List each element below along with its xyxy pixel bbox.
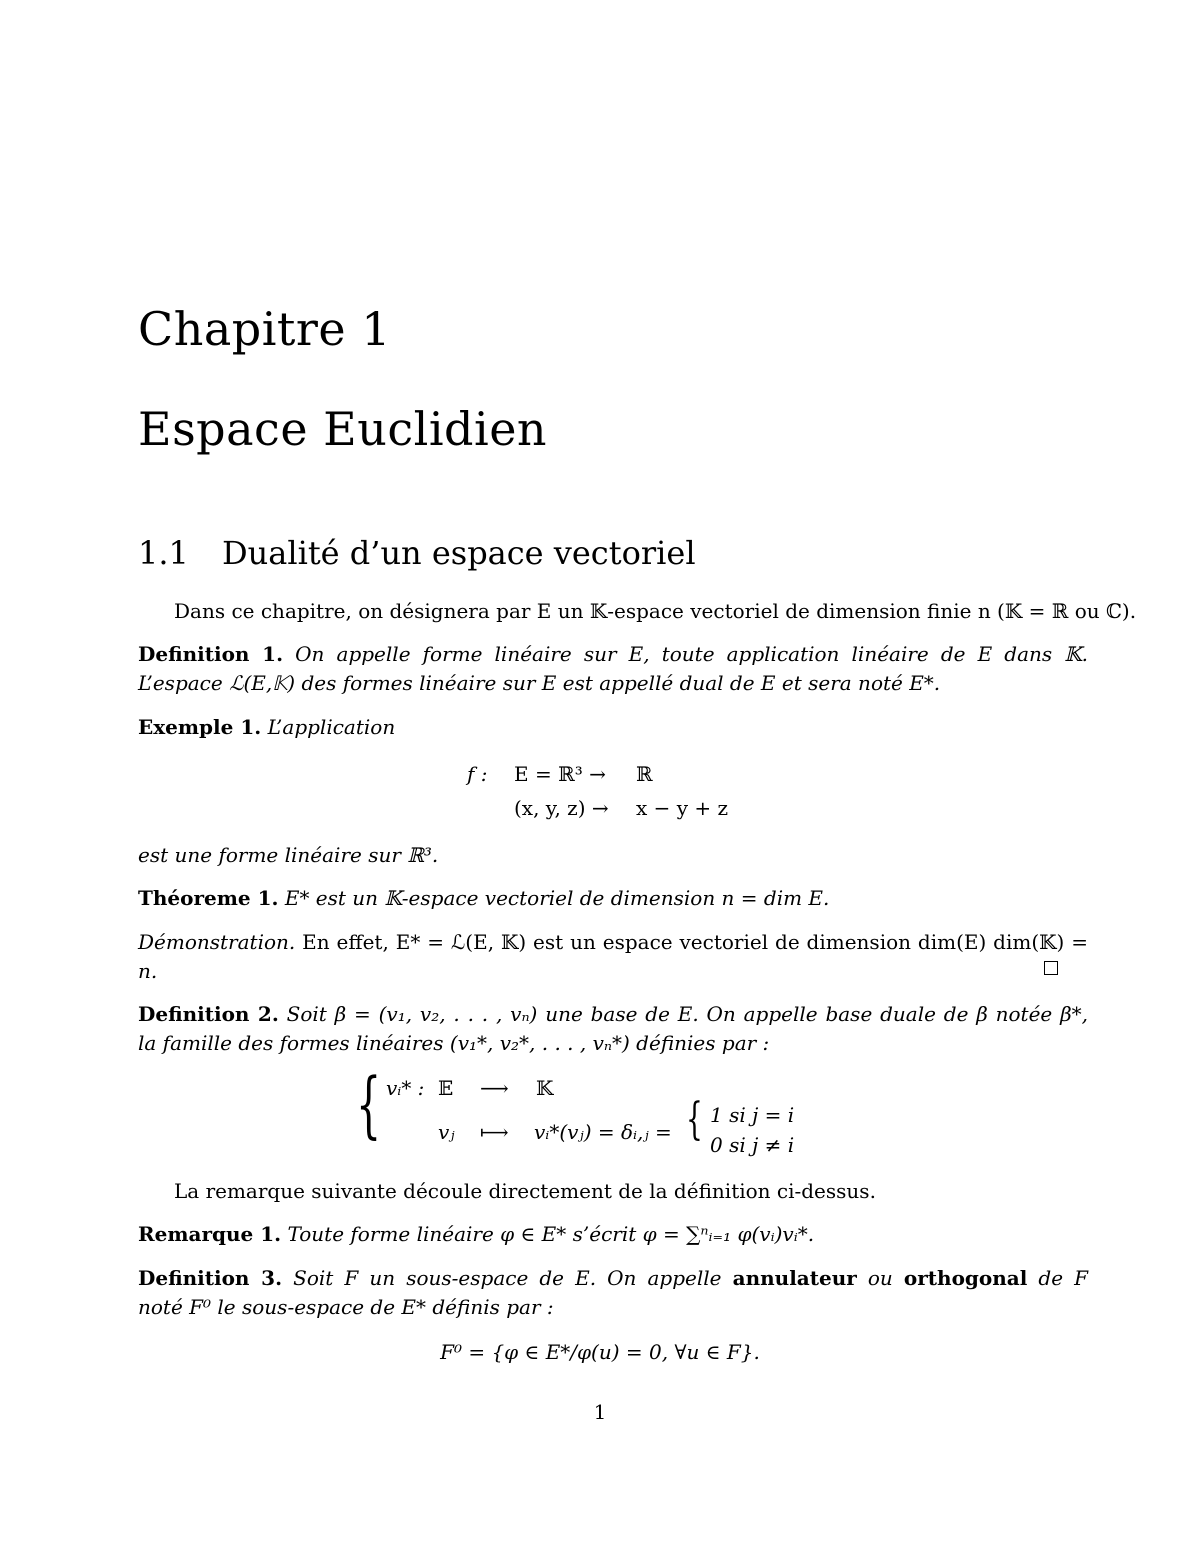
proof-line2: n. (138, 959, 158, 983)
example-1-conclusion: est une forme linéaire sur ℝ³. (138, 843, 439, 867)
example-map-input: (x, y, z) → (514, 796, 609, 820)
definition-3 (138, 1264, 1088, 1292)
definition-2-head: Definition 2. (138, 1002, 279, 1026)
theorem-1-text: E* est un 𝕂-espace vectoriel de dimension n = dim E. (284, 886, 830, 910)
example-1-head: Exemple 1. (138, 715, 262, 739)
definition-3-annulateur: annulateur (732, 1266, 857, 1290)
example-1 (138, 713, 1088, 741)
case-equal: 1 si j = i (710, 1103, 795, 1127)
example-map-output: x − y + z (636, 796, 729, 820)
definition-3-head: Definition 3. (138, 1266, 283, 1290)
remark-1 (138, 1220, 1088, 1248)
definition-2 (138, 1000, 1088, 1028)
example-map-domain: E = ℝ³ → (514, 762, 606, 786)
remark-1-text: Toute forme linéaire φ ∈ E* s’écrit φ = ∑ⁿᵢ₌₁ φ(vᵢ)vᵢ*. (287, 1222, 815, 1246)
section-number: 1.1 (138, 534, 189, 572)
system-arrow: ⟶ (480, 1076, 509, 1100)
system-input: vⱼ (438, 1120, 455, 1144)
remark-1-head: Remarque 1. (138, 1222, 282, 1246)
left-brace-icon: { (356, 1062, 382, 1146)
definition-1-head: Definition 1. (138, 642, 284, 666)
section-title: Dualité d’un espace vectoriel (222, 534, 696, 572)
qed-square-icon (1044, 961, 1058, 975)
system-map-name: vᵢ* : (386, 1076, 425, 1100)
system-domain: 𝔼 (438, 1076, 454, 1100)
definition-1 (138, 640, 1088, 668)
definition-3-ou: ou (867, 1266, 893, 1290)
proof-head: Démonstration. (138, 930, 296, 954)
annihilator-formula: F⁰ = {φ ∈ E*/φ(u) = 0, ∀u ∈ F}. (440, 1340, 760, 1364)
cases-brace-icon: { (686, 1094, 703, 1145)
section-heading (138, 534, 696, 572)
definition-1-line1: On appelle forme linéaire sur E, toute application linéaire de E dans 𝕂. (295, 642, 1089, 666)
system-codomain: 𝕂 (536, 1076, 554, 1100)
example-map-codomain: ℝ (636, 762, 653, 786)
definition-3-line2: noté F⁰ le sous-espace de E* définis par : (138, 1295, 554, 1319)
remark-intro: La remarque suivante découle directement de la définition ci-dessus. (174, 1179, 876, 1203)
theorem-1 (138, 884, 1088, 912)
system-kronecker: vᵢ*(vⱼ) = δᵢ,ⱼ = (534, 1120, 672, 1144)
definition-2-line1: Soit β = (v₁, v₂, . . . , vₙ) une base de E. On appelle base duale de β notée β*, (286, 1002, 1089, 1026)
definition-1-line2: L’espace ℒ(E,𝕂) des formes linéaire sur E est appellé dual de E et sera noté E*. (138, 671, 941, 695)
theorem-1-head: Théoreme 1. (138, 886, 279, 910)
definition-3-text-e: de F (1038, 1266, 1089, 1290)
definition-2-line2: la famille des formes linéaires (v₁*, v₂*, . . . , vₙ*) définies par : (138, 1031, 770, 1055)
page-number: 1 (593, 1400, 607, 1424)
system-mapsto: ⟼ (480, 1120, 509, 1144)
proof-line1: En effet, E* = ℒ(E, 𝕂) est un espace vectoriel de dimension dim(E) dim(𝕂) = (302, 930, 1088, 954)
proof (138, 928, 1088, 956)
intro-paragraph: Dans ce chapitre, on désignera par E un 𝕂-espace vectoriel de dimension finie n (𝕂 = ℝ ou ℂ). (174, 599, 1137, 623)
definition-3-orthogonal: orthogonal (903, 1266, 1028, 1290)
case-not-equal: 0 si j ≠ i (710, 1133, 795, 1157)
definition-3-text-a: Soit F un sous-espace de E. On appelle (293, 1266, 722, 1290)
example-map-f: f : (467, 762, 488, 786)
example-1-text: L’application (267, 715, 396, 739)
chapter-label: Chapitre 1 (138, 302, 391, 356)
chapter-title: Espace Euclidien (138, 402, 548, 456)
